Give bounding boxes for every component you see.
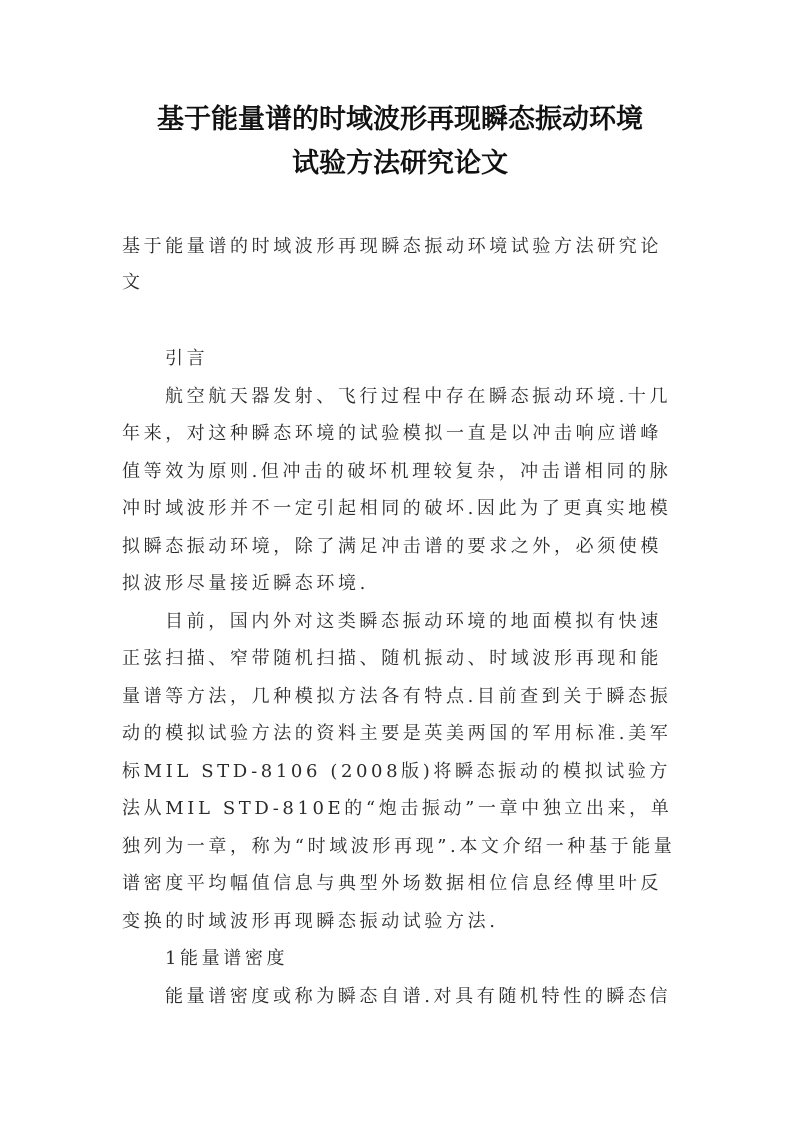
paragraph: 能量谱密度或称为瞬态自谱.对具有随机特性的瞬态信 <box>165 985 672 1007</box>
document-title <box>100 98 700 186</box>
section-heading-intro: 引言 <box>165 348 209 369</box>
paragraph: 航空航天器发射、飞行过程中存在瞬态振动环境.十几年来，对这种瞬态环境的试验模拟一直是以冲击响应谱峰值等效为原则.但冲击的破坏机理较复杂，冲击谱相同的脉冲时域波形并不一定引起相同的破坏.因此为了更真实地模拟瞬态振动环境，除了满足冲击谱的要求之外，必须使模拟波形尽量接近瞬态环境. <box>122 385 672 594</box>
document-body <box>122 340 682 1015</box>
title-line-2: 试验方法研究论文 <box>292 148 508 179</box>
paragraph: 目前，国内外对这类瞬态振动环境的地面模拟有快速正弦扫描、窄带随机扫描、随机振动、时域波形再现和能量谱等方法，几种模拟方法各有特点.目前查到关于瞬态振动的模拟试验方法的资料主要是英美两国的军用标准.美军标MIL STD-8106 (2008版)将瞬态振动的模拟试验方法从MIL STD-810E的“炮击振动”一章中独立出来，单独列为一章，称为“时域波形再现”.本文介绍一种基于能量谱密度平均幅值信息与典型外场数据相位信息经傅里叶反变换的时域波形再现瞬态振动试验方法. <box>122 610 676 932</box>
repeated-title-text: 基于能量谱的时域波形再现瞬态振动环境试验方法研究论文 <box>122 236 662 293</box>
section-heading-1: 1能量谱密度 <box>165 948 289 969</box>
title-line-1: 基于能量谱的时域波形再现瞬态振动环境 <box>157 104 643 135</box>
